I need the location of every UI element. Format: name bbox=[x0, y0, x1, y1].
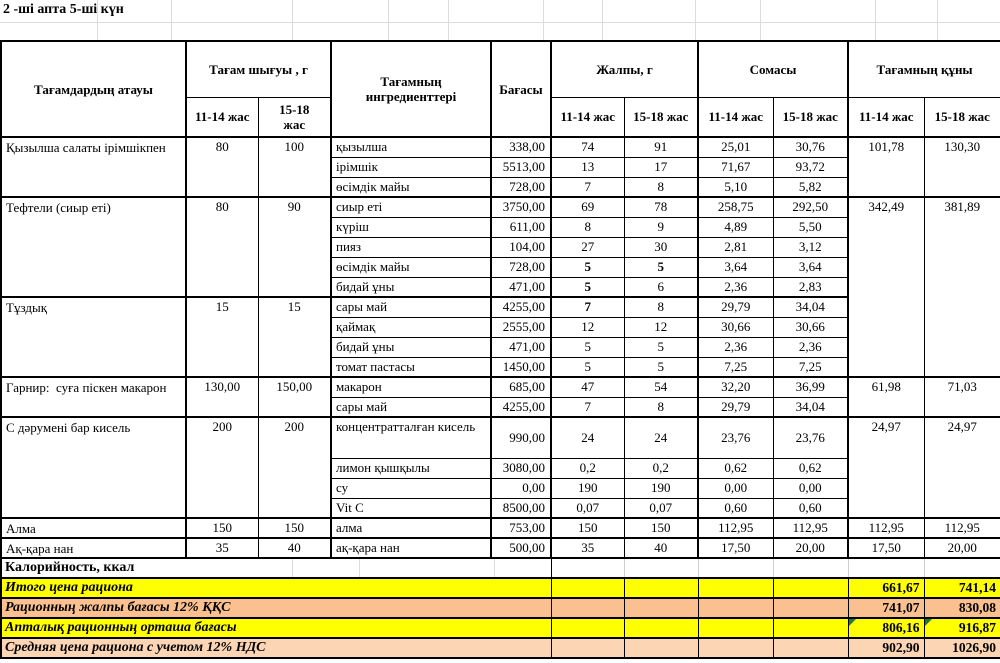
header-amount-age1[interactable]: 11-14 жас bbox=[698, 97, 773, 137]
cell-sum-11-14[interactable]: 32,20 bbox=[698, 377, 773, 397]
cell-total-11-14[interactable]: 35 bbox=[551, 538, 624, 558]
cell-output-11-14[interactable]: 35 bbox=[186, 538, 258, 558]
cell-sum-15-18[interactable]: 0,60 bbox=[773, 498, 848, 518]
cell-sum-11-14[interactable]: 29,79 bbox=[698, 297, 773, 317]
cell-cost-15-18[interactable]: 24,97 bbox=[924, 417, 1000, 518]
cell-total-15-18[interactable]: 6 bbox=[624, 277, 698, 297]
header-cost-age1[interactable]: 11-14 жас bbox=[848, 97, 924, 137]
cell-ingredient[interactable]: ақ-қара нан bbox=[331, 538, 491, 558]
cell-price[interactable]: 3750,00 bbox=[491, 197, 551, 217]
cell-price[interactable]: 728,00 bbox=[491, 257, 551, 277]
cell-sum-11-14[interactable]: 25,01 bbox=[698, 137, 773, 157]
footer-empty-cell[interactable] bbox=[698, 598, 773, 618]
cell-output-15-18[interactable]: 150,00 bbox=[258, 377, 331, 417]
cell-cost-11-14[interactable]: 101,78 bbox=[848, 137, 924, 197]
cell-price[interactable]: 685,00 bbox=[491, 377, 551, 397]
cell-sum-15-18[interactable]: 23,76 bbox=[773, 417, 848, 458]
cell-ingredient[interactable]: қызылша bbox=[331, 137, 491, 157]
cell-dish-name[interactable]: Ақ-қара нан bbox=[1, 538, 186, 558]
cell-sum-11-14[interactable]: 0,00 bbox=[698, 478, 773, 498]
cell-dish-name[interactable]: Тефтели (сиыр еті) bbox=[1, 197, 186, 297]
cell-sum-11-14[interactable]: 2,81 bbox=[698, 237, 773, 257]
cell-ingredient[interactable]: алма bbox=[331, 518, 491, 538]
cell-sum-15-18[interactable]: 2,83 bbox=[773, 277, 848, 297]
header-output-age2[interactable]: 15-18 жас bbox=[258, 97, 331, 137]
cell-price[interactable]: 471,00 bbox=[491, 337, 551, 357]
cell-total-15-18[interactable]: 0,07 bbox=[624, 498, 698, 518]
cell-sum-15-18[interactable]: 36,99 bbox=[773, 377, 848, 397]
cell-sum-11-14[interactable]: 4,89 bbox=[698, 217, 773, 237]
cell-sum-15-18[interactable]: 7,25 bbox=[773, 357, 848, 377]
cell-output-11-14[interactable]: 130,00 bbox=[186, 377, 258, 417]
table-row bbox=[1, 137, 1000, 157]
cell-sum-11-14[interactable]: 30,66 bbox=[698, 317, 773, 337]
footer-value-15-18[interactable]: 830,08 bbox=[924, 598, 1000, 618]
cell-cost-15-18[interactable]: 112,95 bbox=[924, 518, 1000, 538]
footer-empty-cell[interactable] bbox=[551, 598, 624, 618]
cell-cost-15-18[interactable]: 381,89 bbox=[924, 197, 1000, 377]
cell-sum-11-14[interactable]: 2,36 bbox=[698, 337, 773, 357]
cell-total-15-18[interactable]: 190 bbox=[624, 478, 698, 498]
header-cost-age2[interactable]: 15-18 жас bbox=[924, 97, 1000, 137]
cell-sum-15-18[interactable]: 3,64 bbox=[773, 257, 848, 277]
kcal-label[interactable]: Калорийность, ккал bbox=[1, 558, 551, 578]
cell-price[interactable]: 0,00 bbox=[491, 478, 551, 498]
spreadsheet-top-area bbox=[0, 0, 1000, 40]
header-total-age2[interactable]: 15-18 жас bbox=[624, 97, 698, 137]
cell-ingredient[interactable]: лимон қышқылы bbox=[331, 458, 491, 478]
cell-price[interactable]: 8500,00 bbox=[491, 498, 551, 518]
cell-total-11-14[interactable]: 24 bbox=[551, 417, 624, 458]
cell-sum-15-18[interactable]: 2,36 bbox=[773, 337, 848, 357]
footer-empty-cell[interactable] bbox=[624, 598, 698, 618]
cell-total-11-14[interactable]: 69 bbox=[551, 197, 624, 217]
cell-sum-15-18[interactable]: 0,00 bbox=[773, 478, 848, 498]
footer-empty-cell[interactable] bbox=[698, 578, 773, 598]
cell-output-15-18[interactable]: 40 bbox=[258, 538, 331, 558]
cell-sum-11-14[interactable]: 7,25 bbox=[698, 357, 773, 377]
cell-sum-11-14[interactable]: 258,75 bbox=[698, 197, 773, 217]
cell-total-11-14[interactable]: 0,07 bbox=[551, 498, 624, 518]
cell-output-15-18[interactable]: 200 bbox=[258, 417, 331, 518]
cell-sum-11-14[interactable]: 2,36 bbox=[698, 277, 773, 297]
cell-price[interactable]: 471,00 bbox=[491, 277, 551, 297]
cell-sum-15-18[interactable]: 5,82 bbox=[773, 177, 848, 197]
cell-sum-11-14[interactable]: 3,64 bbox=[698, 257, 773, 277]
cell-price[interactable]: 104,00 bbox=[491, 237, 551, 257]
cell-total-11-14[interactable]: 47 bbox=[551, 377, 624, 397]
cell-cost-11-14[interactable]: 112,95 bbox=[848, 518, 924, 538]
cell-ingredient[interactable]: өсімдік майы bbox=[331, 257, 491, 277]
cell-total-11-14[interactable]: 8 bbox=[551, 217, 624, 237]
cell-total-11-14[interactable]: 7 bbox=[551, 297, 624, 317]
cell-dish-name[interactable]: С дәрумені бар кисель bbox=[1, 417, 186, 518]
total-row bbox=[1, 578, 1000, 598]
cell-cost-15-18[interactable]: 71,03 bbox=[924, 377, 1000, 417]
cell-total-15-18[interactable]: 12 bbox=[624, 317, 698, 337]
footer-label[interactable]: Апталық рационның орташа бағасы bbox=[1, 618, 551, 638]
cell-ingredient[interactable]: томат пастасы bbox=[331, 357, 491, 377]
header-amount-age2[interactable]: 15-18 жас bbox=[773, 97, 848, 137]
header-amount[interactable]: Сомасы bbox=[698, 41, 848, 97]
cell-total-15-18[interactable]: 40 bbox=[624, 538, 698, 558]
cell-price[interactable]: 500,00 bbox=[491, 538, 551, 558]
footer-label[interactable]: Итого цена рациона bbox=[1, 578, 551, 598]
footer-empty-cell[interactable] bbox=[551, 638, 624, 658]
cell-dish-name[interactable]: Алма bbox=[1, 518, 186, 538]
header-dish-name[interactable]: Тағамдардың атауы bbox=[1, 41, 186, 137]
footer-value-15-18[interactable]: 916,87 bbox=[924, 618, 1000, 638]
footer-empty-cell[interactable] bbox=[773, 638, 848, 658]
cell-sum-15-18[interactable]: 30,66 bbox=[773, 317, 848, 337]
cell-sum-15-18[interactable]: 112,95 bbox=[773, 518, 848, 538]
cell-ingredient[interactable]: Vit C bbox=[331, 498, 491, 518]
cell-dish-name[interactable]: Гарнир: суға піскен макарон bbox=[1, 377, 186, 417]
cell-dish-name[interactable]: Тұздық bbox=[1, 297, 186, 377]
cell-output-11-14[interactable]: 80 bbox=[186, 137, 258, 197]
cell-total-15-18[interactable]: 9 bbox=[624, 217, 698, 237]
cell-total-15-18[interactable]: 54 bbox=[624, 377, 698, 397]
header-total-g[interactable]: Жалпы, г bbox=[551, 41, 698, 97]
cell-total-15-18[interactable]: 150 bbox=[624, 518, 698, 538]
footer-label[interactable]: Рационның жалпы бағасы 12% ҚҚС bbox=[1, 598, 551, 618]
cell-sum-15-18[interactable]: 5,50 bbox=[773, 217, 848, 237]
cell-sum-15-18[interactable]: 292,50 bbox=[773, 197, 848, 217]
cell-total-11-14[interactable]: 5 bbox=[551, 257, 624, 277]
kcal-empty-cell[interactable] bbox=[924, 558, 1000, 578]
cell-sum-15-18[interactable]: 30,76 bbox=[773, 137, 848, 157]
meal-cost-table bbox=[0, 40, 1000, 659]
kcal-empty-cell[interactable] bbox=[551, 558, 624, 578]
cell-total-15-18[interactable]: 8 bbox=[624, 397, 698, 417]
table-row bbox=[1, 518, 1000, 538]
cell-cost-15-18[interactable]: 20,00 bbox=[924, 538, 1000, 558]
cell-output-11-14[interactable]: 80 bbox=[186, 197, 258, 297]
cell-output-11-14[interactable]: 15 bbox=[186, 297, 258, 377]
cell-ingredient[interactable]: қаймақ bbox=[331, 317, 491, 337]
cell-price[interactable]: 338,00 bbox=[491, 137, 551, 157]
header-output-age1[interactable]: 11-14 жас bbox=[186, 97, 258, 137]
cell-total-11-14[interactable]: 74 bbox=[551, 137, 624, 157]
cell-cost-15-18[interactable]: 130,30 bbox=[924, 137, 1000, 197]
cell-sum-11-14[interactable]: 23,76 bbox=[698, 417, 773, 458]
cell-price[interactable]: 3080,00 bbox=[491, 458, 551, 478]
cell-ingredient[interactable]: макарон bbox=[331, 377, 491, 397]
cell-sum-15-18[interactable]: 93,72 bbox=[773, 157, 848, 177]
cell-price[interactable]: 4255,00 bbox=[491, 297, 551, 317]
cell-sum-11-14[interactable]: 71,67 bbox=[698, 157, 773, 177]
cell-price[interactable]: 728,00 bbox=[491, 177, 551, 197]
calories-row bbox=[1, 558, 1000, 578]
cell-ingredient[interactable]: өсімдік майы bbox=[331, 177, 491, 197]
cell-total-15-18[interactable]: 5 bbox=[624, 257, 698, 277]
cell-total-11-14[interactable]: 150 bbox=[551, 518, 624, 538]
footer-empty-cell[interactable] bbox=[773, 578, 848, 598]
cell-cost-11-14[interactable]: 24,97 bbox=[848, 417, 924, 518]
footer-label[interactable]: Средняя цена рациона с учетом 12% НДС bbox=[1, 638, 551, 658]
cell-total-15-18[interactable]: 8 bbox=[624, 177, 698, 197]
cell-sum-11-14[interactable]: 17,50 bbox=[698, 538, 773, 558]
cell-price[interactable]: 753,00 bbox=[491, 518, 551, 538]
footer-value-11-14[interactable]: 661,67 bbox=[848, 578, 924, 598]
cell-price[interactable]: 1450,00 bbox=[491, 357, 551, 377]
cell-sum-15-18[interactable]: 34,04 bbox=[773, 297, 848, 317]
cell-total-15-18[interactable]: 78 bbox=[624, 197, 698, 217]
sheet-title-cell[interactable]: 2 -ші апта 5-ші күн bbox=[3, 2, 124, 17]
cell-total-11-14[interactable]: 5 bbox=[551, 357, 624, 377]
cell-sum-11-14[interactable]: 29,79 bbox=[698, 397, 773, 417]
footer-empty-cell[interactable] bbox=[551, 578, 624, 598]
footer-empty-cell[interactable] bbox=[551, 618, 624, 638]
footer-value-15-18[interactable]: 741,14 bbox=[924, 578, 1000, 598]
footer-rows bbox=[1, 558, 1000, 658]
ingredient-rows bbox=[1, 137, 1000, 558]
table-header bbox=[1, 41, 1000, 137]
total-row bbox=[1, 638, 1000, 658]
total-row bbox=[1, 618, 1000, 638]
cell-sum-15-18[interactable]: 3,12 bbox=[773, 237, 848, 257]
cell-total-15-18[interactable]: 17 bbox=[624, 157, 698, 177]
cell-total-15-18[interactable]: 24 bbox=[624, 417, 698, 458]
cell-cost-11-14[interactable]: 61,98 bbox=[848, 377, 924, 417]
cell-ingredient[interactable]: су bbox=[331, 478, 491, 498]
header-dish-cost[interactable]: Тағамның құны bbox=[848, 41, 1000, 97]
cell-total-11-14[interactable]: 7 bbox=[551, 397, 624, 417]
footer-empty-cell[interactable] bbox=[773, 618, 848, 638]
cell-price[interactable]: 4255,00 bbox=[491, 397, 551, 417]
cell-total-15-18[interactable]: 0,2 bbox=[624, 458, 698, 478]
cell-ingredient[interactable]: сары май bbox=[331, 397, 491, 417]
table-row bbox=[1, 538, 1000, 558]
kcal-empty-cell[interactable] bbox=[624, 558, 698, 578]
cell-cost-11-14[interactable]: 342,49 bbox=[848, 197, 924, 377]
total-row bbox=[1, 598, 1000, 618]
table-row bbox=[1, 417, 1000, 458]
footer-empty-cell[interactable] bbox=[773, 598, 848, 618]
cell-dish-name[interactable]: Қызылша салаты ірімшікпен bbox=[1, 137, 186, 197]
footer-value-11-14[interactable]: 806,16 bbox=[848, 618, 924, 638]
cell-total-11-14[interactable]: 190 bbox=[551, 478, 624, 498]
cell-sum-11-14[interactable]: 5,10 bbox=[698, 177, 773, 197]
cell-ingredient[interactable]: пияз bbox=[331, 237, 491, 257]
cell-output-11-14[interactable]: 200 bbox=[186, 417, 258, 518]
cell-total-11-14[interactable]: 7 bbox=[551, 177, 624, 197]
cell-total-15-18[interactable]: 91 bbox=[624, 137, 698, 157]
cell-sum-11-14[interactable]: 0,62 bbox=[698, 458, 773, 478]
cell-ingredient[interactable]: концентратталған кисель bbox=[331, 417, 491, 458]
cell-total-15-18[interactable]: 5 bbox=[624, 357, 698, 377]
cell-ingredient[interactable]: сиыр еті bbox=[331, 197, 491, 217]
footer-empty-cell[interactable] bbox=[624, 578, 698, 598]
cell-price[interactable]: 5513,00 bbox=[491, 157, 551, 177]
footer-value-11-14[interactable]: 902,90 bbox=[848, 638, 924, 658]
cell-total-11-14[interactable]: 5 bbox=[551, 277, 624, 297]
footer-value-11-14[interactable]: 741,07 bbox=[848, 598, 924, 618]
kcal-empty-cell[interactable] bbox=[848, 558, 924, 578]
cell-total-11-14[interactable]: 5 bbox=[551, 337, 624, 357]
table-row bbox=[1, 377, 1000, 397]
cell-cost-11-14[interactable]: 17,50 bbox=[848, 538, 924, 558]
footer-value-15-18[interactable]: 1026,90 bbox=[924, 638, 1000, 658]
cell-total-15-18[interactable]: 5 bbox=[624, 337, 698, 357]
cell-total-15-18[interactable]: 8 bbox=[624, 297, 698, 317]
cell-total-11-14[interactable]: 12 bbox=[551, 317, 624, 337]
cell-ingredient[interactable]: бидай ұны bbox=[331, 337, 491, 357]
cell-total-11-14[interactable]: 13 bbox=[551, 157, 624, 177]
cell-sum-15-18[interactable]: 0,62 bbox=[773, 458, 848, 478]
cell-output-15-18[interactable]: 90 bbox=[258, 197, 331, 297]
kcal-empty-cell[interactable] bbox=[773, 558, 848, 578]
footer-empty-cell[interactable] bbox=[698, 638, 773, 658]
header-total-age1[interactable]: 11-14 жас bbox=[551, 97, 624, 137]
cell-sum-15-18[interactable]: 34,04 bbox=[773, 397, 848, 417]
cell-ingredient[interactable]: ірімшік bbox=[331, 157, 491, 177]
cell-price[interactable]: 611,00 bbox=[491, 217, 551, 237]
cell-sum-11-14[interactable]: 112,95 bbox=[698, 518, 773, 538]
cell-ingredient[interactable]: бидай ұны bbox=[331, 277, 491, 297]
cell-total-11-14[interactable]: 0,2 bbox=[551, 458, 624, 478]
table-row bbox=[1, 197, 1000, 217]
cell-ingredient[interactable]: күріш bbox=[331, 217, 491, 237]
cell-total-15-18[interactable]: 30 bbox=[624, 237, 698, 257]
header-ingredients[interactable]: Тағамның ингредиенттері bbox=[331, 41, 491, 137]
footer-empty-cell[interactable] bbox=[624, 638, 698, 658]
cell-output-15-18[interactable]: 15 bbox=[258, 297, 331, 377]
cell-total-11-14[interactable]: 27 bbox=[551, 237, 624, 257]
cell-price[interactable]: 2555,00 bbox=[491, 317, 551, 337]
header-price[interactable]: Бағасы bbox=[491, 41, 551, 137]
cell-sum-15-18[interactable]: 20,00 bbox=[773, 538, 848, 558]
cell-sum-11-14[interactable]: 0,60 bbox=[698, 498, 773, 518]
header-output[interactable]: Тағам шығуы , г bbox=[186, 41, 331, 97]
cell-ingredient[interactable]: сары май bbox=[331, 297, 491, 317]
cell-output-15-18[interactable]: 150 bbox=[258, 518, 331, 538]
kcal-empty-cell[interactable] bbox=[698, 558, 773, 578]
footer-empty-cell[interactable] bbox=[698, 618, 773, 638]
cell-price[interactable]: 990,00 bbox=[491, 417, 551, 458]
cell-output-15-18[interactable]: 100 bbox=[258, 137, 331, 197]
footer-empty-cell[interactable] bbox=[624, 618, 698, 638]
cell-output-11-14[interactable]: 150 bbox=[186, 518, 258, 538]
